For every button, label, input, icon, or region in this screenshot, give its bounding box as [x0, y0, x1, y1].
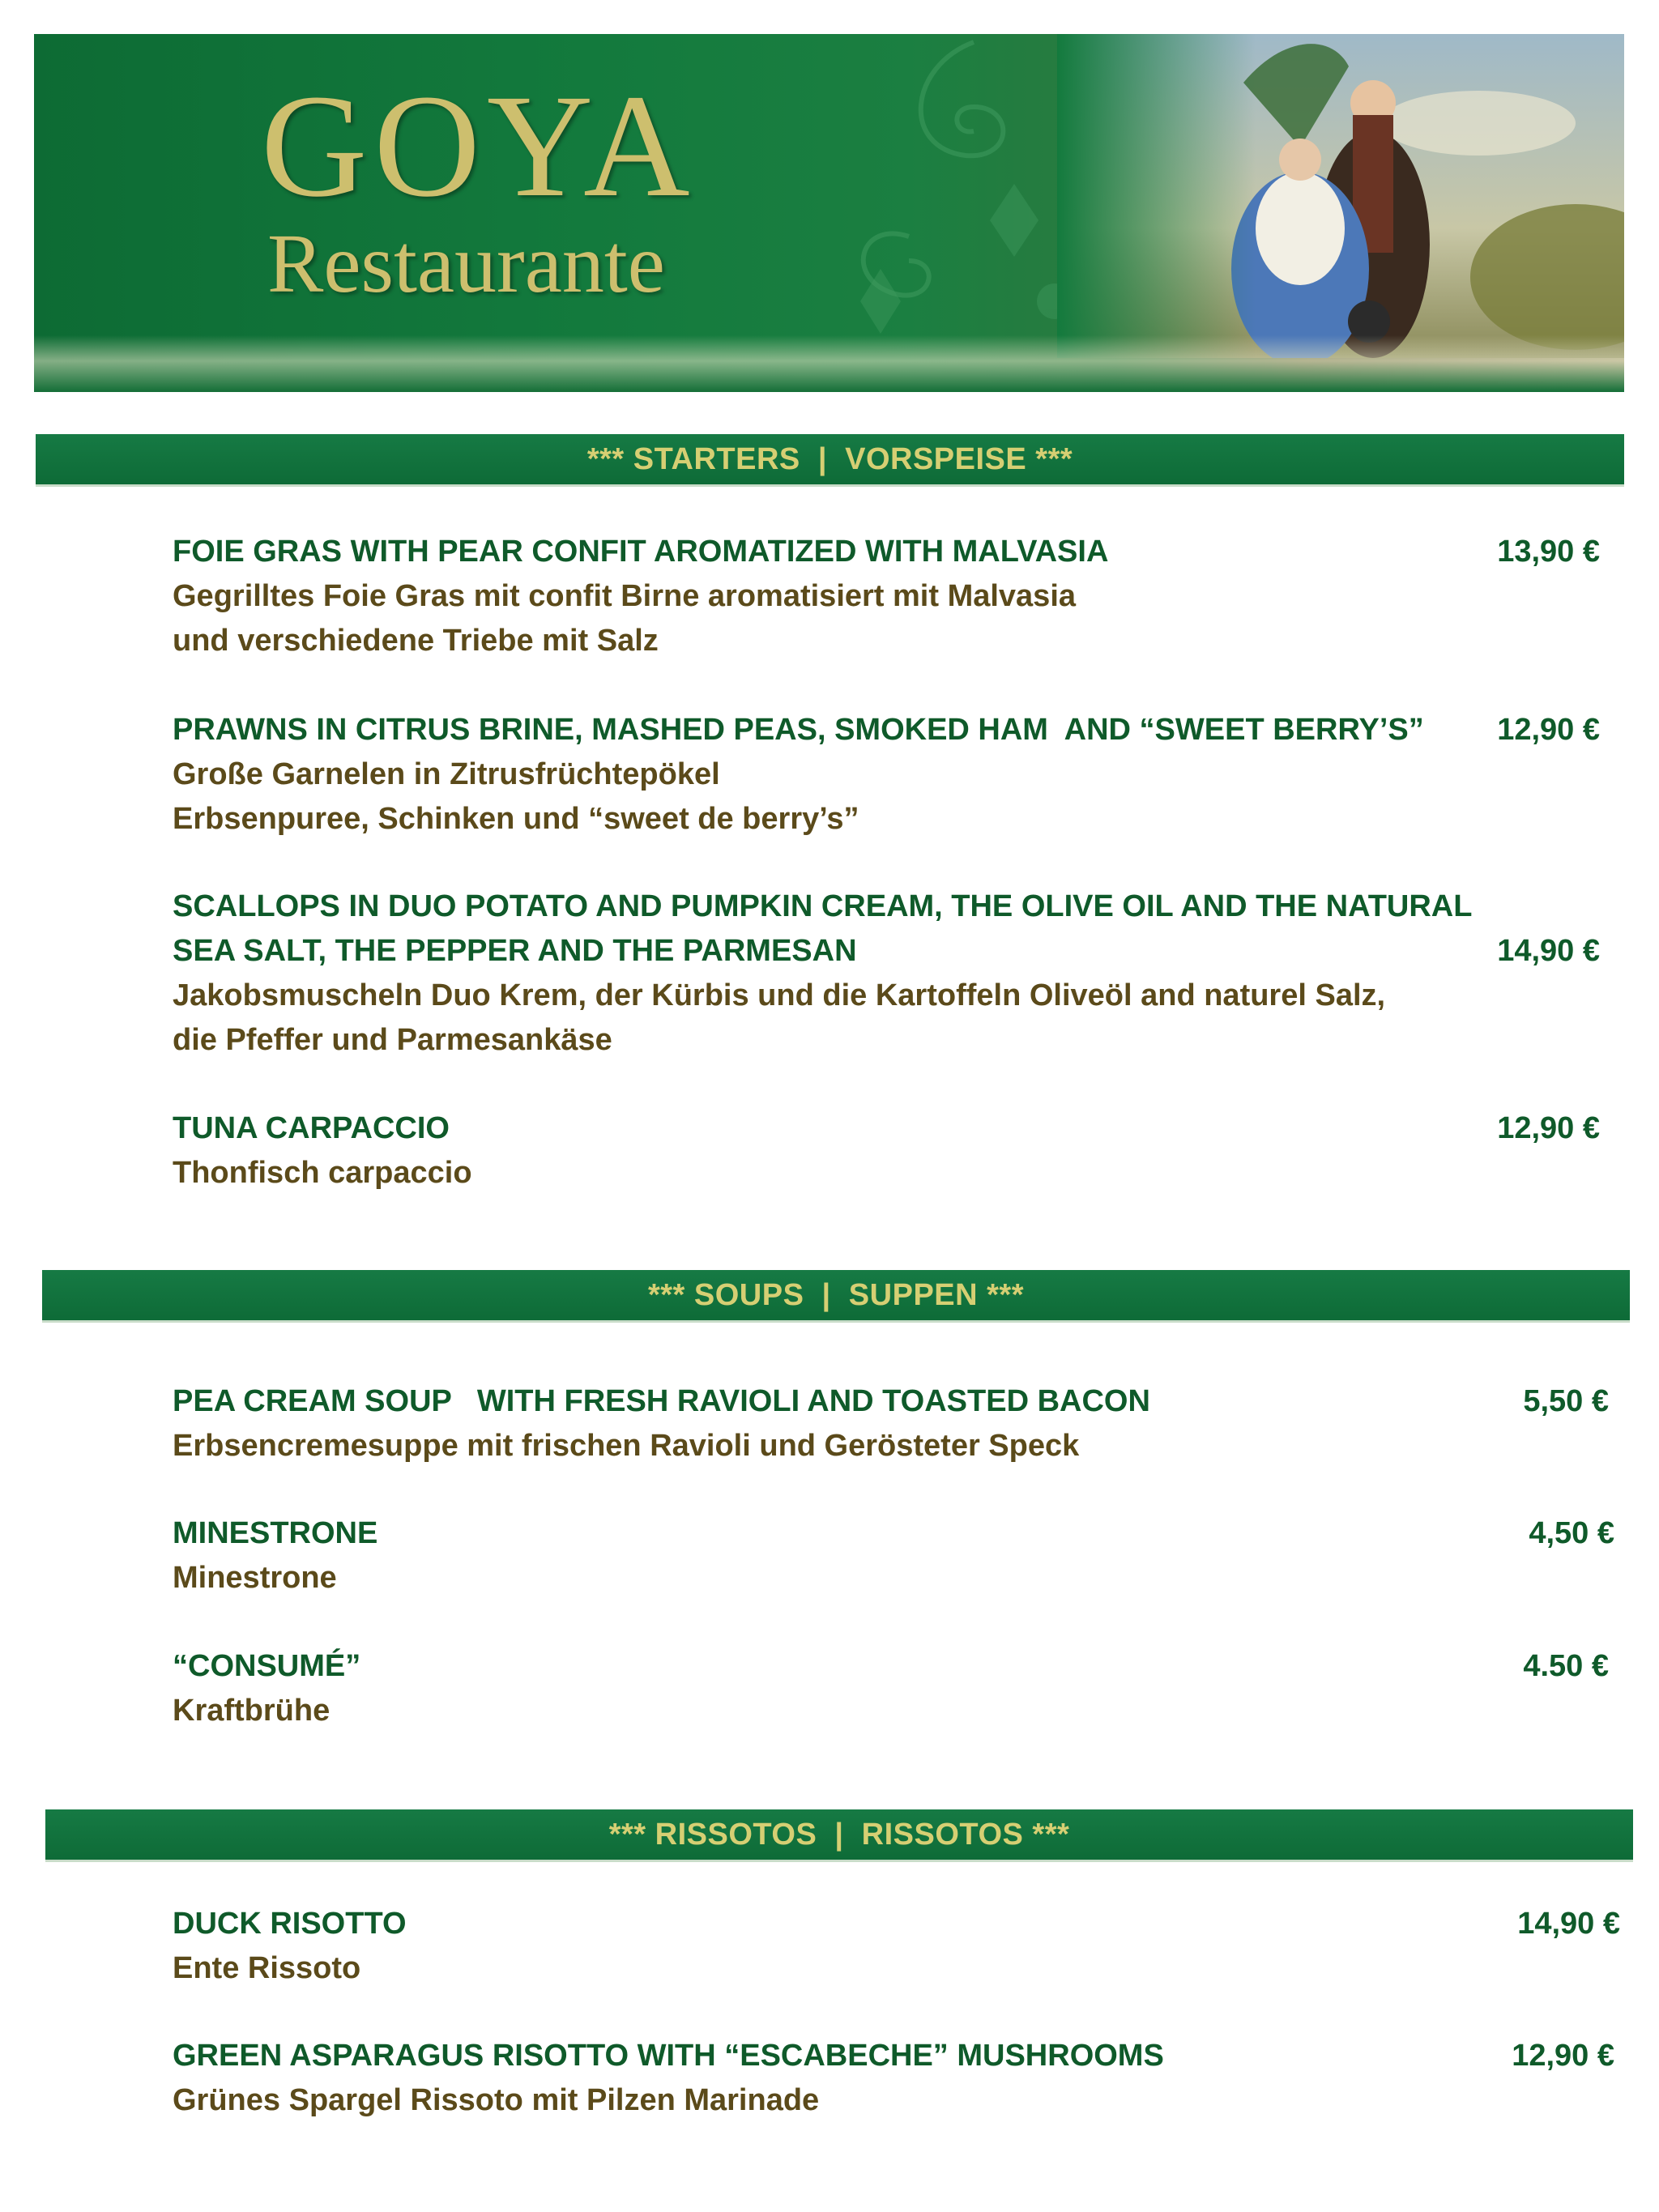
dish-name: FOIE GRAS WITH PEAR CONFIT AROMATIZED WITH MALVASIA	[173, 535, 1109, 569]
menu-item	[173, 1644, 360, 1733]
dish-description: Jakobsmuscheln Duo Krem, der Kürbis und die Kartoffeln Oliveöl and naturel Salz,	[173, 978, 1386, 1012]
dish-price: 5,50 €	[1523, 1384, 1609, 1418]
dish-name: TUNA CARPACCIO	[173, 1111, 450, 1145]
dish-description: Gegrilltes Foie Gras mit confit Birne aromatisiert mit Malvasia	[173, 579, 1077, 613]
dish-description: Ente Rissoto	[173, 1951, 361, 1985]
dish-description: und verschiedene Triebe mit Salz	[173, 624, 659, 658]
dish-description: Minestrone	[173, 1561, 337, 1595]
dish-price: 12,90 €	[1512, 2039, 1614, 2073]
menu-item	[173, 1511, 377, 1600]
menu-item	[173, 884, 1472, 1063]
dish-price: 12,90 €	[1497, 1111, 1600, 1145]
menu-item	[173, 1106, 472, 1196]
dish-price: 12,90 €	[1497, 713, 1600, 747]
dish-description: die Pfeffer und Parmesankäse	[173, 1023, 612, 1057]
dish-description: Thonfisch carpaccio	[173, 1156, 472, 1190]
dish-description: Erbsenpuree, Schinken und “sweet de berry’s”	[173, 802, 859, 836]
dish-price: 14,90 €	[1517, 1907, 1620, 1941]
dish-price: 4.50 €	[1523, 1649, 1609, 1683]
section-header-rissotos	[45, 1809, 1633, 1860]
goya-painting-image	[1057, 34, 1624, 358]
restaurant-logo-title: GOYA	[261, 65, 697, 228]
dish-name: GREEN ASPARAGUS RISOTTO WITH “ESCABECHE” MUSHROOMS	[173, 2039, 1164, 2073]
dish-name: “CONSUMÉ”	[173, 1649, 361, 1683]
menu-item	[173, 2034, 1164, 2123]
dish-name: SEA SALT, THE PEPPER AND THE PARMESAN	[173, 934, 857, 968]
dish-name: MINESTRONE	[173, 1516, 378, 1550]
banner-stripe	[34, 335, 1624, 392]
menu-item	[173, 1902, 407, 1991]
dish-price: 14,90 €	[1497, 934, 1600, 968]
section-header-soups	[42, 1270, 1630, 1320]
dish-description: Grünes Spargel Rissoto mit Pilzen Marinade	[173, 2083, 820, 2117]
dish-price: 4,50 €	[1529, 1516, 1614, 1550]
menu-item	[173, 530, 1108, 663]
dish-name: DUCK RISOTTO	[173, 1907, 407, 1941]
dish-name: PEA CREAM SOUP WITH FRESH RAVIOLI AND TOASTED BACON	[173, 1384, 1150, 1418]
dish-description: Erbsencremesuppe mit frischen Ravioli und Gerösteter Speck	[173, 1429, 1080, 1463]
section-title: *** STARTERS | VORSPEISE ***	[586, 441, 1073, 476]
dish-description: Kraftbrühe	[173, 1694, 331, 1728]
dish-description: Große Garnelen in Zitrusfrüchtepökel	[173, 757, 720, 791]
dish-name: PRAWNS IN CITRUS BRINE, MASHED PEAS, SMOKED HAM AND “SWEET BERRY’S”	[173, 713, 1424, 747]
restaurant-banner	[34, 34, 1624, 392]
menu-item	[173, 708, 1424, 842]
section-header-starters	[36, 434, 1624, 484]
restaurant-logo-subtitle: Restaurante	[267, 217, 665, 310]
menu-item	[173, 1379, 1150, 1468]
section-title: *** SOUPS | SUPPEN ***	[647, 1277, 1024, 1312]
section-title: *** RISSOTOS | RISSOTOS ***	[608, 1817, 1070, 1852]
dish-price: 13,90 €	[1497, 535, 1600, 569]
dish-name: SCALLOPS IN DUO POTATO AND PUMPKIN CREAM, THE OLIVE OIL AND THE NATURAL	[173, 889, 1473, 923]
